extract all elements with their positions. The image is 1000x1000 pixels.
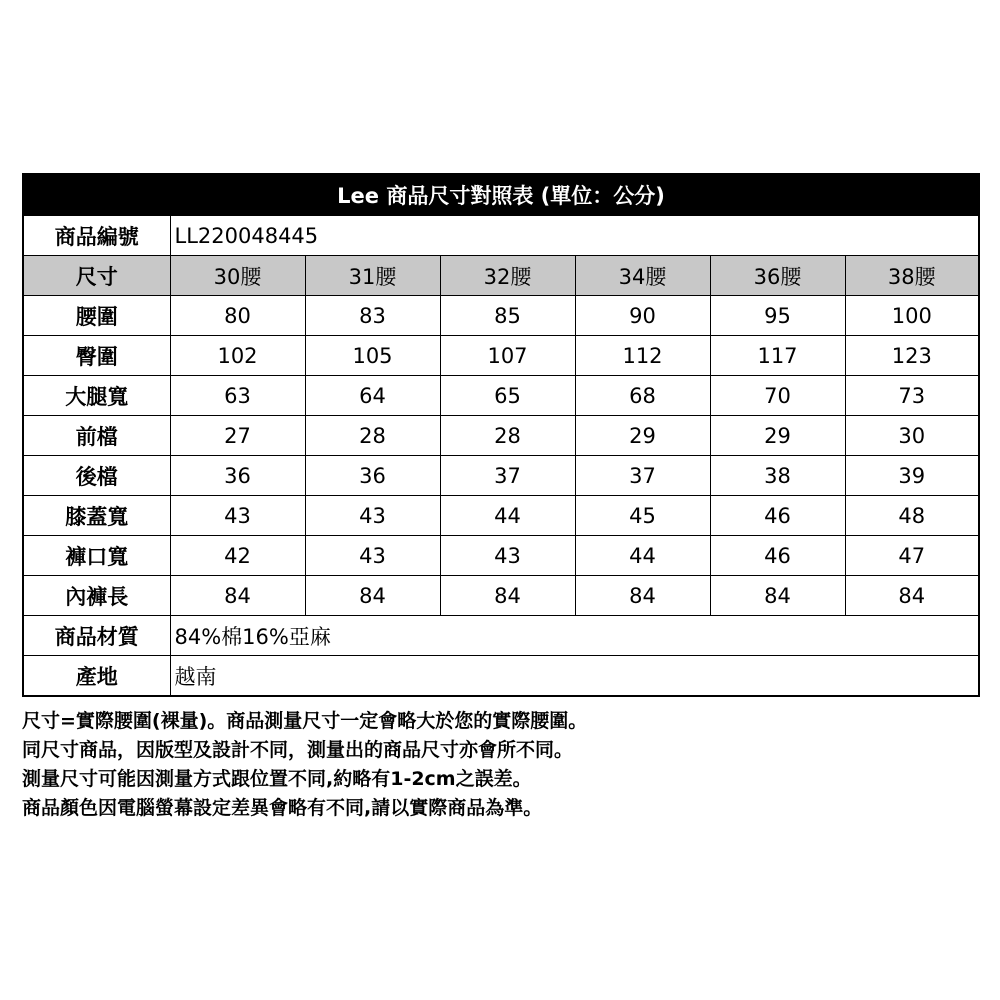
table-row xyxy=(23,296,979,336)
table-cell: 85 xyxy=(440,296,575,336)
row-label: 後檔 xyxy=(23,456,170,496)
table-cell: 29 xyxy=(575,416,710,456)
size-header: 34腰 xyxy=(575,256,710,296)
table-row xyxy=(23,536,979,576)
table-cell: 38 xyxy=(710,456,845,496)
row-label: 腰圍 xyxy=(23,296,170,336)
table-row xyxy=(23,576,979,616)
table-cell: 100 xyxy=(845,296,979,336)
table-cell: 45 xyxy=(575,496,710,536)
table-cell: 84 xyxy=(305,576,440,616)
table-cell: 43 xyxy=(440,536,575,576)
size-header: 36腰 xyxy=(710,256,845,296)
size-header: 31腰 xyxy=(305,256,440,296)
row-label: 臀圍 xyxy=(23,336,170,376)
product-code-label: 商品編號 xyxy=(23,216,170,256)
row-label: 膝蓋寬 xyxy=(23,496,170,536)
product-code-value: LL220048445 xyxy=(170,216,979,256)
size-header: 38腰 xyxy=(845,256,979,296)
table-cell: 44 xyxy=(575,536,710,576)
title-row xyxy=(23,174,979,216)
table-cell: 84 xyxy=(170,576,305,616)
table-cell: 29 xyxy=(710,416,845,456)
table-cell: 80 xyxy=(170,296,305,336)
note-line: 尺寸=實際腰圍(裸量)。商品測量尺寸一定會略大於您的實際腰圍。 xyxy=(22,710,588,732)
table-cell: 43 xyxy=(170,496,305,536)
size-header: 30腰 xyxy=(170,256,305,296)
table-cell: 95 xyxy=(710,296,845,336)
row-label: 前檔 xyxy=(23,416,170,456)
origin-row xyxy=(23,656,979,697)
table-cell: 36 xyxy=(170,456,305,496)
table-cell: 37 xyxy=(575,456,710,496)
row-label: 大腿寬 xyxy=(23,376,170,416)
table-cell: 30 xyxy=(845,416,979,456)
note-line: 商品顏色因電腦螢幕設定差異會略有不同,請以實際商品為準。 xyxy=(22,797,543,819)
table-cell: 28 xyxy=(440,416,575,456)
table-cell: 27 xyxy=(170,416,305,456)
table-cell: 46 xyxy=(710,496,845,536)
size-header-row xyxy=(23,256,979,296)
table-cell: 70 xyxy=(710,376,845,416)
table-cell: 107 xyxy=(440,336,575,376)
table-cell: 43 xyxy=(305,536,440,576)
table-cell: 68 xyxy=(575,376,710,416)
table-cell: 48 xyxy=(845,496,979,536)
product-code-row xyxy=(23,216,979,256)
size-header-label: 尺寸 xyxy=(23,256,170,296)
table-cell: 43 xyxy=(305,496,440,536)
row-label: 內褲長 xyxy=(23,576,170,616)
material-row xyxy=(23,616,979,656)
table-cell: 84 xyxy=(845,576,979,616)
table-cell: 36 xyxy=(305,456,440,496)
note-line: 同尺寸商品，因版型及設計不同，測量出的商品尺寸亦會所不同。 xyxy=(22,739,574,761)
size-header: 32腰 xyxy=(440,256,575,296)
table-cell: 84 xyxy=(440,576,575,616)
table-cell: 112 xyxy=(575,336,710,376)
table-cell: 117 xyxy=(710,336,845,376)
table-cell: 84 xyxy=(710,576,845,616)
row-label: 褲口寬 xyxy=(23,536,170,576)
table-cell: 63 xyxy=(170,376,305,416)
material-value: 84%棉16%亞麻 xyxy=(170,616,979,656)
table-cell: 90 xyxy=(575,296,710,336)
table-row xyxy=(23,496,979,536)
table-cell: 123 xyxy=(845,336,979,376)
table-cell: 83 xyxy=(305,296,440,336)
table-title: Lee 商品尺寸對照表 (單位：公分) xyxy=(23,174,979,216)
table-cell: 39 xyxy=(845,456,979,496)
table-row xyxy=(23,416,979,456)
notes-list xyxy=(22,707,978,823)
table-cell: 42 xyxy=(170,536,305,576)
table-cell: 28 xyxy=(305,416,440,456)
table-row xyxy=(23,456,979,496)
table-row xyxy=(23,336,979,376)
origin-label: 產地 xyxy=(23,656,170,697)
table-row xyxy=(23,376,979,416)
size-chart-table xyxy=(22,173,980,697)
table-cell: 64 xyxy=(305,376,440,416)
table-cell: 73 xyxy=(845,376,979,416)
material-label: 商品材質 xyxy=(23,616,170,656)
table-cell: 84 xyxy=(575,576,710,616)
table-cell: 102 xyxy=(170,336,305,376)
table-cell: 44 xyxy=(440,496,575,536)
table-cell: 47 xyxy=(845,536,979,576)
note-line: 測量尺寸可能因測量方式跟位置不同,約略有1-2cm之誤差。 xyxy=(22,768,532,790)
table-cell: 46 xyxy=(710,536,845,576)
table-cell: 65 xyxy=(440,376,575,416)
origin-value: 越南 xyxy=(170,656,979,697)
table-cell: 37 xyxy=(440,456,575,496)
table-cell: 105 xyxy=(305,336,440,376)
